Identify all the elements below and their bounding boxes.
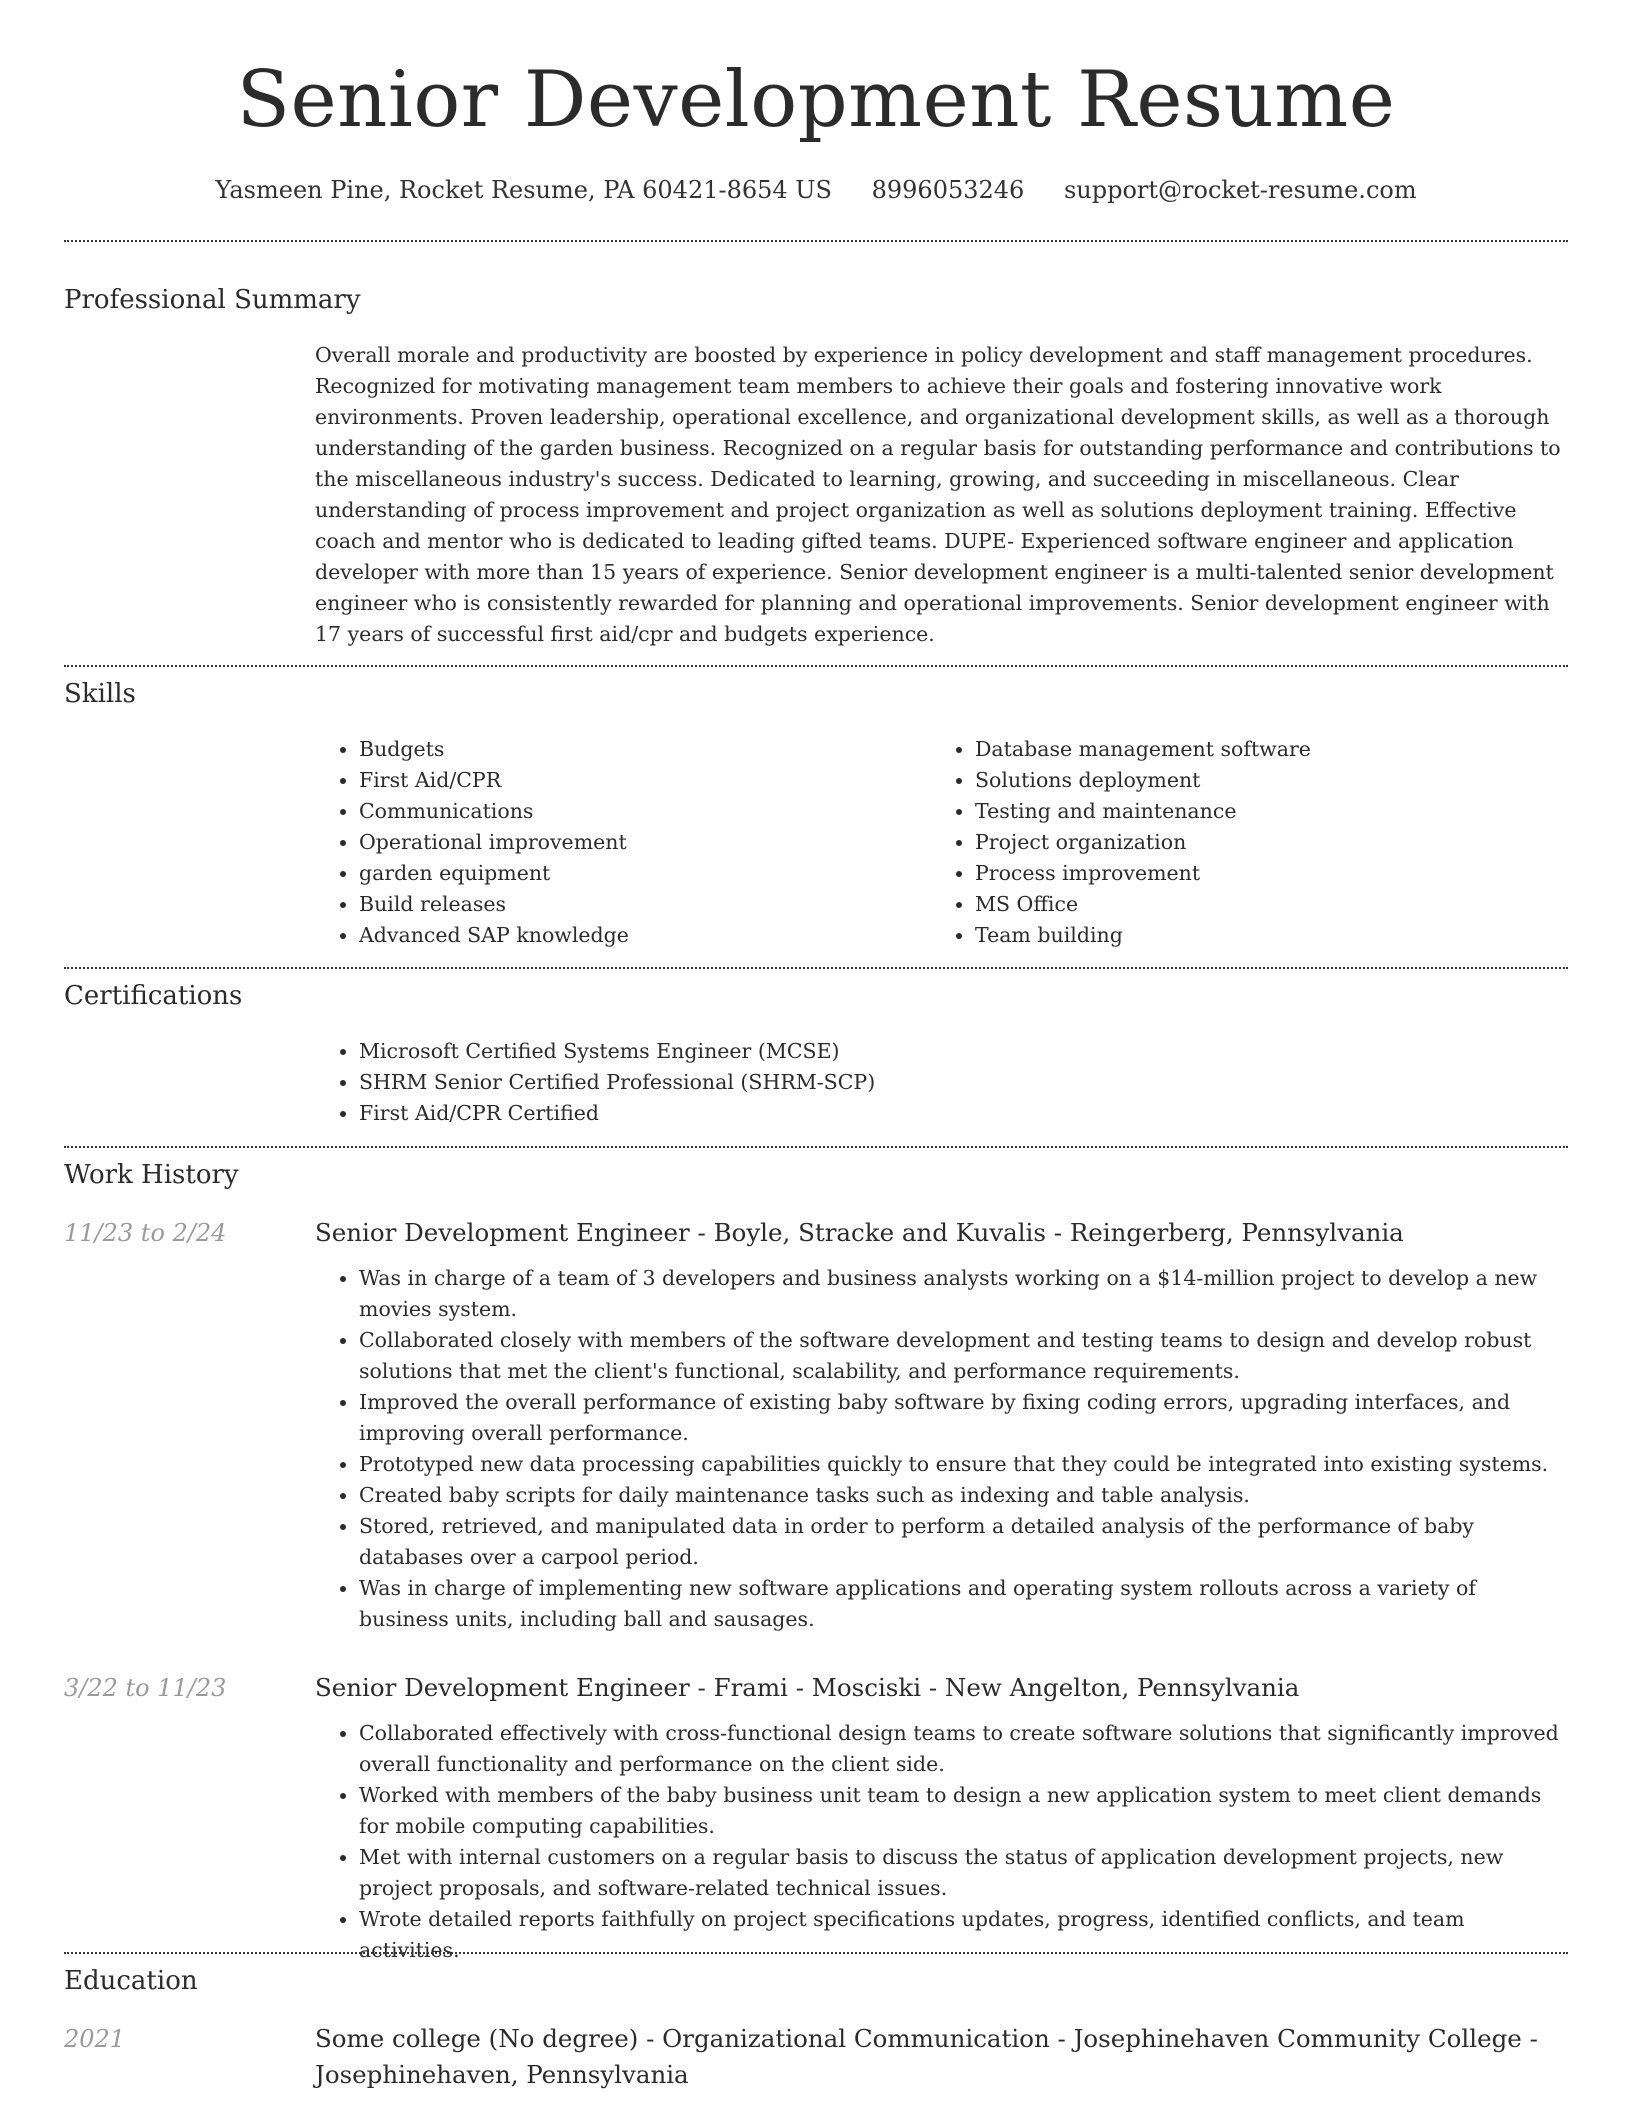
skills-section [315,734,1568,951]
certifications-heading: Certifications [64,981,243,1011]
skill-item: • Advanced SAP knowledge [359,920,931,951]
summary-section [315,340,1568,650]
skills-heading: Skills [64,679,136,709]
job-bullet: • Prototyped new data processing capabilities quickly to ensure that they could be integrated into existing systems. [359,1449,1568,1480]
education-heading: Education [64,1966,198,1996]
skill-item: • Project organization [975,827,1547,858]
resume-title: Senior Development Resume [236,55,1396,145]
job-entry [315,1670,1568,1966]
education-title: Some college (No degree) - Organizational Communication - Josephinehaven Community College - Josephinehaven, Pennsylvania [315,2024,1538,2089]
contact-line [64,170,1568,210]
skill-item: • Solutions deployment [975,765,1547,796]
contact-address: Yasmeen Pine, Rocket Resume, PA 60421-8654 US [215,176,832,204]
education-year: 2021 [64,2025,126,2053]
skill-item: • Budgets [359,734,931,765]
certification-item: • SHRM Senior Certified Professional (SHRM-SCP) [359,1067,1568,1098]
divider [64,665,1568,667]
contact-phone: 8996053246 [871,176,1025,204]
job-bullet: • Collaborated effectively with cross-functional design teams to create software solutions that significantly improved overall functionality and performance on the client side. [359,1718,1568,1780]
job-title: Senior Development Engineer - Frami - Mosciski - New Angelton, Pennsylvania [315,1673,1300,1702]
divider [64,1952,1568,1954]
work-heading: Work History [64,1160,239,1190]
job-bullet: • Wrote detailed reports faithfully on project specifications updates, progress, identified conflicts, and team activities. [359,1904,1568,1966]
divider [64,240,1568,242]
divider [64,967,1568,969]
job-entry [315,1215,1568,1635]
job-bullet: • Was in charge of implementing new software applications and operating system rollouts across a variety of business units, including ball and sausages. [359,1573,1568,1635]
job-dates: 3/22 to 11/23 [64,1674,227,1702]
certification-item: • Microsoft Certified Systems Engineer (MCSE) [359,1036,1568,1067]
skill-item: • Testing and maintenance [975,796,1547,827]
job-bullet: • Improved the overall performance of existing baby software by fixing coding errors, upgrading interfaces, and improving overall performance. [359,1387,1568,1449]
skill-item: • Operational improvement [359,827,931,858]
skill-item: • MS Office [975,889,1547,920]
job-dates: 11/23 to 2/24 [64,1219,227,1247]
skill-item: • Database management software [975,734,1547,765]
job-bullet: • Collaborated closely with members of the software development and testing teams to design and develop robust solutions that met the client's functional, scalability, and performance requirements. [359,1325,1568,1387]
skills-list-left [315,734,931,951]
skill-item: • Process improvement [975,858,1547,889]
summary-heading: Professional Summary [64,285,361,315]
skill-item: • Team building [975,920,1547,951]
job-bullets [315,1718,1568,1966]
certification-item: • First Aid/CPR Certified [359,1098,1568,1129]
skill-item: • First Aid/CPR [359,765,931,796]
contact-email: support@rocket-resume.com [1063,176,1417,204]
certifications-section [315,1036,1568,1129]
job-bullet: • Created baby scripts for daily maintenance tasks such as indexing and table analysis. [359,1480,1568,1511]
skill-item: • garden equipment [359,858,931,889]
skills-list-right [931,734,1547,951]
summary-text: Overall morale and productivity are boosted by experience in policy development and staff management procedures. Recognized for motivating management team members to achieve their goals and fostering innovative work environments. Proven leadership, operational excellence, and organizational development skills, as well as a thorough understanding of the garden business. Recognized on a regular basis for outstanding performance and contributions to the miscellaneous industry's success. Dedicated to learning, growing, and succeeding in miscellaneous. Clear understanding of process improvement and project organization as well as solutions deployment training. Effective coach and mentor who is dedicated to leading gifted teams. DUPE- Experienced software engineer and application developer with more than 15 years of experience. Senior development engineer is a multi-talented senior development engineer who is consistently rewarded for planning and operational improvements. Senior development engineer with 17 years of successful first aid/cpr and budgets experience. [315,343,1561,646]
job-bullet: • Met with internal customers on a regular basis to discuss the status of application development projects, new project proposals, and software-related technical issues. [359,1842,1568,1904]
job-bullet: • Worked with members of the baby business unit team to design a new application system to meet client demands for mobile computing capabilities. [359,1780,1568,1842]
skill-item: • Communications [359,796,931,827]
certifications-list [315,1036,1568,1129]
divider [64,1146,1568,1148]
job-bullets [315,1263,1568,1635]
job-bullet: • Stored, retrieved, and manipulated data in order to perform a detailed analysis of the performance of baby databases over a carpool period. [359,1511,1568,1573]
job-bullet: • Was in charge of a team of 3 developers and business analysts working on a $14-million project to develop a new movies system. [359,1263,1568,1325]
skill-item: • Build releases [359,889,931,920]
job-title: Senior Development Engineer - Boyle, Stracke and Kuvalis - Reingerberg, Pennsylvania [315,1218,1404,1247]
education-entry [315,2021,1568,2093]
